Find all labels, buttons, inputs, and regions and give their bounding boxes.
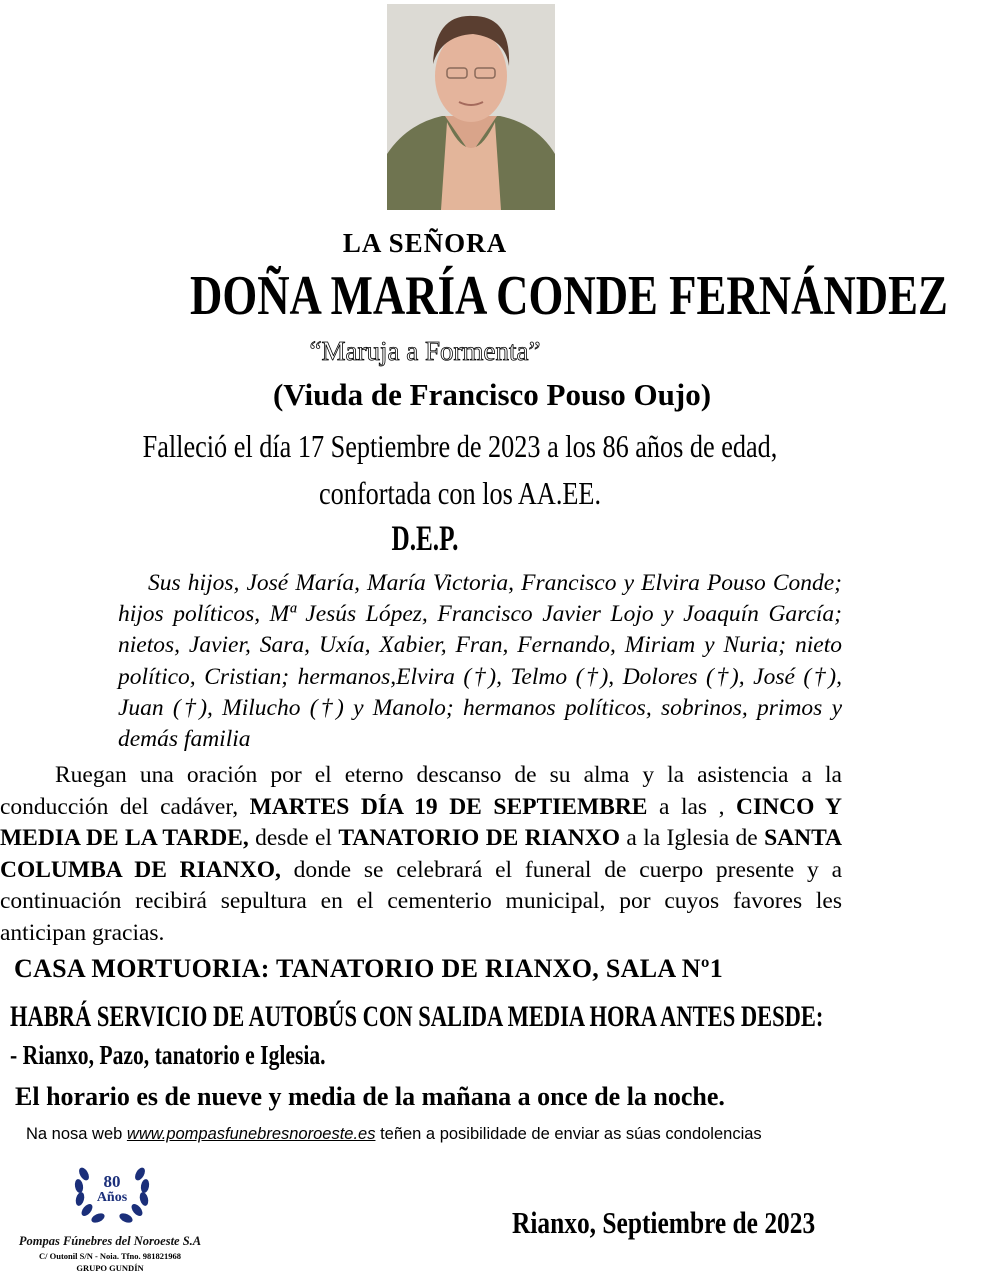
widow-of: (Viuda de Francisco Pouso Oujo) (272, 377, 712, 412)
title-prefix: LA SEÑORA (342, 228, 508, 258)
company-address: C/ Outonil S/N - Noia. Tfno. 981821968 (38, 1251, 181, 1261)
request-part3: desde el (255, 825, 332, 851)
casa-mortuoria: CASA MORTUORIA: TANATORIO DE RIANXO, SALA Nº1 (14, 954, 724, 983)
company-logo (4, 1160, 216, 1275)
deceased-photo (387, 4, 555, 210)
company-group: GRUPO GUNDÍN (76, 1263, 144, 1273)
funeral-request (0, 760, 842, 949)
company-name: Pompas Fúnebres del Noroeste S.A (18, 1234, 202, 1248)
request-part5: donde se celebrará el funeral de cuerpo presente y a continuación recibirá sepultura en el cementerio municipal, por cuyos favores les anticipan gracias. (0, 856, 842, 946)
funeral-origin: TANATORIO DE RIANXO (338, 825, 621, 851)
request-part4: a la Iglesia de (626, 825, 758, 851)
bus-service: HABRÁ SERVICIO DE AUTOBÚS CON SALIDA MEDIA HORA ANTES DESDE: (10, 1000, 824, 1033)
laurel-emblem (70, 1160, 154, 1228)
nickname-text: “Maruja a Formenta” (309, 336, 541, 366)
place-date: Rianxo, Septiembre de 2023 (512, 1205, 816, 1240)
web-condolences (26, 1125, 762, 1144)
funeral-date: MARTES DÍA 19 DE SEPTIEMBRE (249, 793, 648, 820)
nickname (0, 336, 850, 367)
web-prefix: Na nosa web (26, 1125, 123, 1143)
death-line: Falleció el día 17 Septiembre de 2023 a los 86 años de edad, (142, 428, 778, 464)
web-suffix: teñen a posibilidade de enviar as súas condolencias (380, 1125, 762, 1143)
request-part2: a las , (659, 793, 725, 820)
family-text: Sus hijos, José María, María Victoria, Francisco y Elvira Pouso Conde; hijos políticos, Mª Jesús López, Francisco Javier Lojo y Joaquín García; nietos, Javier, Sara, Uxía, Xabier, Fran, Fernando, Miriam y Nuria; nieto político, Cristian; hermanos,Elvira (†), Telmo (†), Dolores (†), José (†), Juan (†), Milucho (†) y Manolo; hermanos políticos, sobrinos, primos y demás familia (118, 570, 842, 753)
bus-stops: - Rianxo, Pazo, tanatorio e Iglesia. (10, 1040, 326, 1070)
deceased-name: DOÑA MARÍA CONDE FERNÁNDEZ (190, 265, 948, 327)
comfort-line: confortada con los AA.EE. (318, 475, 602, 511)
portrait-image (387, 4, 555, 210)
funeral-time: CINCO Y MEDIA DE LA TARDE, (0, 793, 842, 851)
church-name: SANTA COLUMBA DE RIANXO, (0, 825, 843, 883)
schedule: El horario es de nueve y media de la mañana a once de la noche. (15, 1082, 725, 1111)
dep-label: D.E.P. (391, 518, 459, 558)
logo-years-number: 80 (103, 1172, 121, 1191)
website-link[interactable]: www.pompasfunebresnoroeste.es (126, 1125, 376, 1143)
request-part1: Ruegan una oración por el eterno descanso de su alma y la asistencia a la conducción del cadáver, (0, 762, 842, 820)
logo-years-text: Años (96, 1190, 128, 1205)
